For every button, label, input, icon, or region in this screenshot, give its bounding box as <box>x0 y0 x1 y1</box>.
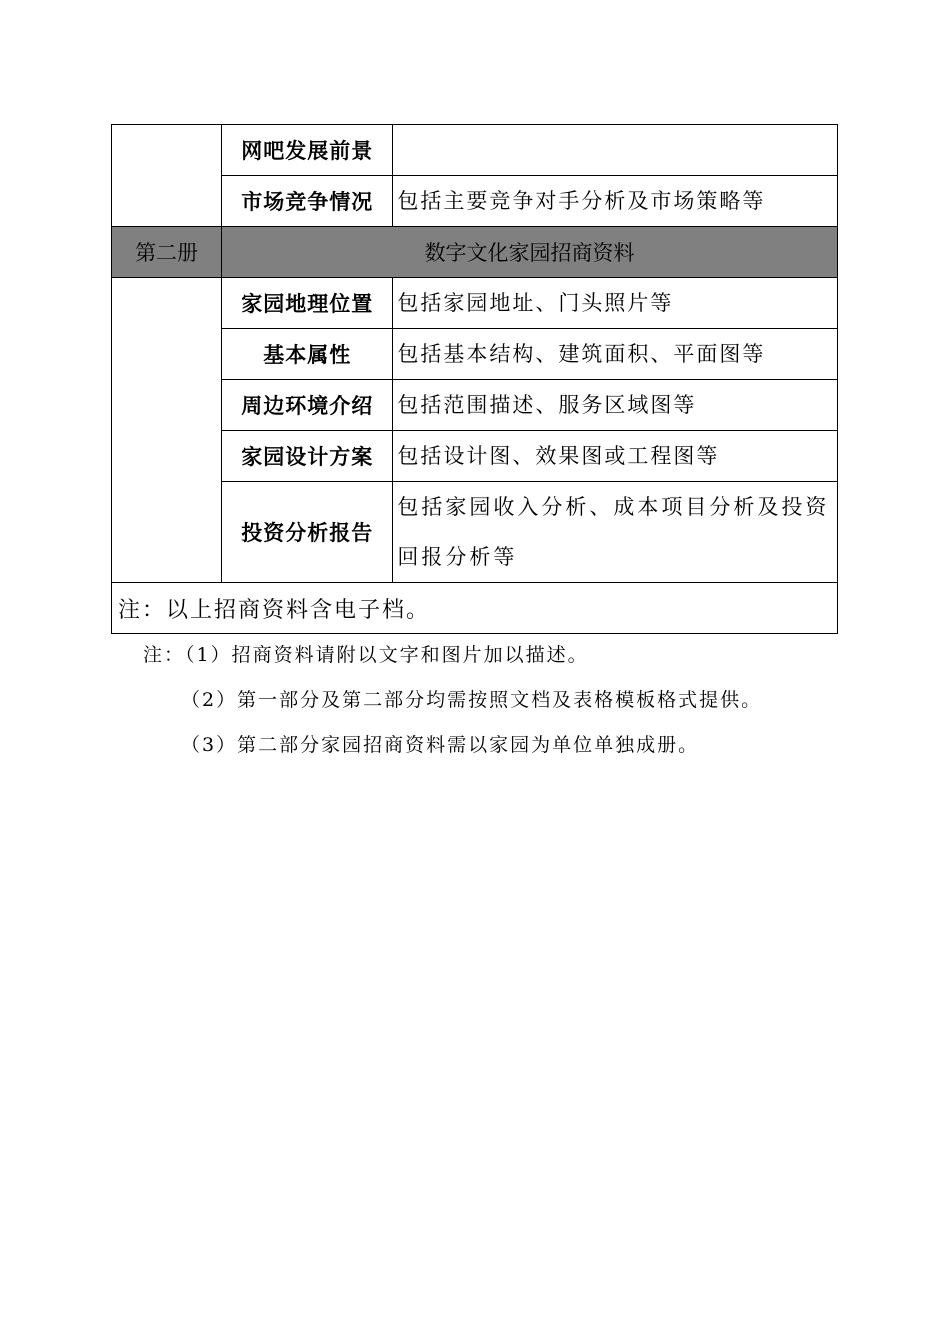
row-label: 家园地理位置 <box>222 278 393 329</box>
row-description: 包括主要竞争对手分析及市场策略等 <box>393 176 838 227</box>
row-description: 包括家园收入分析、成本项目分析及投资回报分析等 <box>393 482 838 583</box>
row-description: 包括范围描述、服务区域图等 <box>393 380 838 431</box>
blank-cell <box>112 125 222 227</box>
note-item: （2）第一部分及第二部分均需按照文档及表格模板格式提供。 <box>181 689 763 711</box>
blank-cell <box>112 278 222 583</box>
row-description: 包括基本结构、建筑面积、平面图等 <box>393 329 838 380</box>
note-item: 注：（1）招商资料请附以文字和图片加以描述。 <box>143 644 589 666</box>
row-label: 家园设计方案 <box>222 431 393 482</box>
row-label: 网吧发展前景 <box>222 125 393 176</box>
requirements-table <box>111 124 838 634</box>
row-label: 投资分析报告 <box>222 482 393 583</box>
row-description: 包括家园地址、门头照片等 <box>393 278 838 329</box>
row-label: 市场竞争情况 <box>222 176 393 227</box>
row-description: 包括设计图、效果图或工程图等 <box>393 431 838 482</box>
section-title: 数字文化家园招商资料 <box>222 227 838 278</box>
section-label: 第二册 <box>112 227 222 278</box>
note-item: （3）第二部分家园招商资料需以家园为单位单独成册。 <box>181 734 700 756</box>
row-description <box>393 125 838 176</box>
table-footer-note: 注：以上招商资料含电子档。 <box>112 583 838 634</box>
row-label: 基本属性 <box>222 329 393 380</box>
row-label: 周边环境介绍 <box>222 380 393 431</box>
